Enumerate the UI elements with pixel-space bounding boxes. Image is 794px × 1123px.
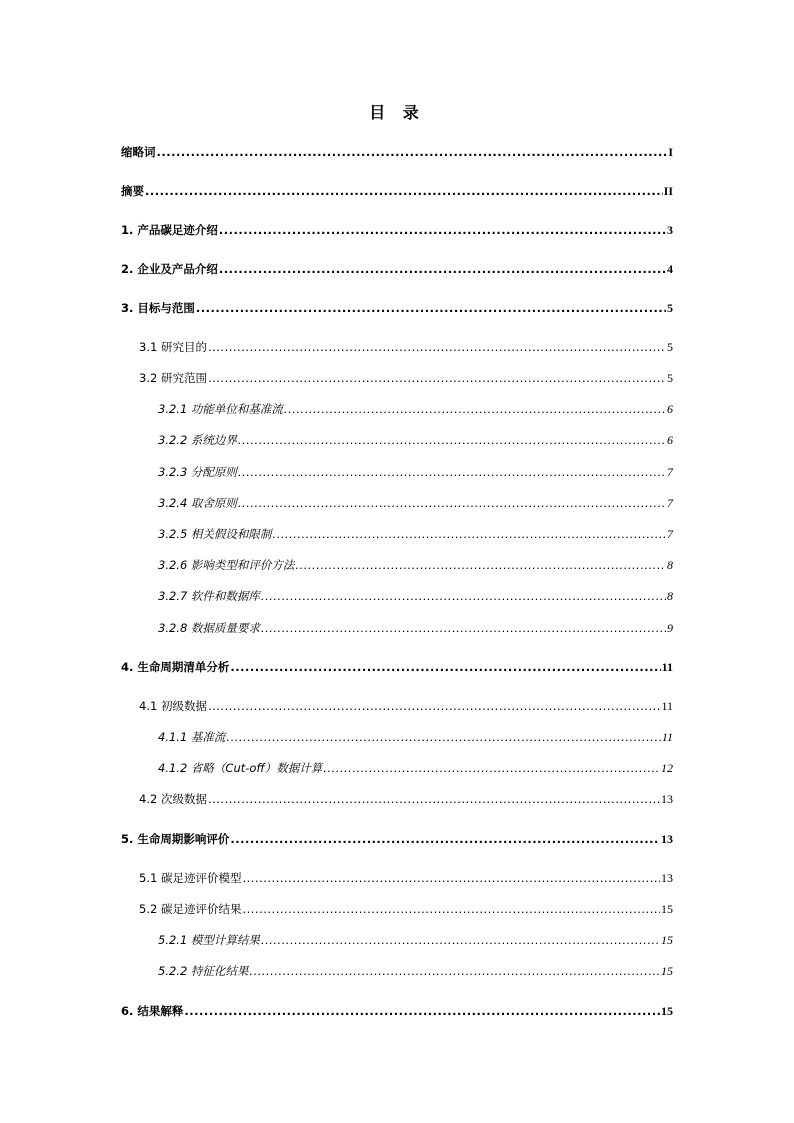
toc-leader-dots (323, 760, 660, 776)
toc-entry-2[interactable] (121, 261, 673, 277)
toc-leader-dots (261, 620, 666, 636)
toc-page-number: 15 (661, 902, 673, 916)
toc-entry-3-2-1[interactable] (158, 401, 673, 417)
toc-leader-dots (295, 557, 666, 573)
toc-entry-label: 3.2.7 软件和数据库 (158, 589, 260, 603)
toc-entry-label: 5.1 碳足迹评价模型 (139, 871, 242, 885)
toc-page-number: 7 (667, 465, 673, 479)
toc-entry-abbreviations[interactable] (121, 144, 673, 160)
toc-page-number: 13 (661, 832, 673, 846)
toc-page-number: II (663, 184, 673, 198)
toc-entry-label: 摘要 (121, 184, 144, 198)
toc-entry-5-1[interactable] (139, 870, 673, 886)
toc-entry-5[interactable] (121, 831, 673, 847)
toc-leader-dots (249, 963, 660, 979)
toc-leader-dots (208, 698, 660, 714)
toc-entry-3[interactable] (121, 300, 673, 316)
toc-entry-label: 5. 生命周期影响评价 (121, 832, 230, 846)
toc-leader-dots (261, 588, 666, 604)
toc-entry-3-2-8[interactable] (158, 620, 673, 636)
toc-page-number: 11 (661, 699, 673, 713)
toc-page-number: 9 (667, 621, 673, 635)
toc-entry-label: 1. 产品碳足迹介绍 (121, 223, 218, 237)
toc-entry-label: 4.1 初级数据 (139, 699, 207, 713)
toc-entry-3-2-7[interactable] (158, 588, 673, 604)
toc-leader-dots (242, 901, 660, 917)
toc-entry-label: 3.2.5 相关假设和限制 (158, 527, 272, 541)
toc-leader-dots (238, 432, 666, 448)
toc-leader-dots (242, 870, 660, 886)
toc-leader-dots (219, 261, 666, 277)
toc-entry-label: 5.2.1 模型计算结果 (158, 933, 260, 947)
toc-entry-3-2-6[interactable] (158, 557, 673, 573)
toc-entry-label: 6. 结果解释 (121, 1004, 184, 1018)
toc-leader-dots (157, 144, 668, 160)
toc-entry-4[interactable] (121, 659, 673, 675)
toc-leader-dots (196, 300, 666, 316)
toc-entry-label: 4. 生命周期清单分析 (121, 660, 230, 674)
toc-entry-3-2-4[interactable] (158, 495, 673, 511)
toc-entry-4-1-2[interactable] (158, 760, 673, 776)
toc-entry-label: 4.2 次级数据 (139, 792, 207, 806)
toc-entry-abstract[interactable] (121, 183, 673, 199)
toc-entry-4-1[interactable] (139, 698, 673, 714)
toc-page-number: 5 (667, 301, 673, 315)
toc-entry-label: 3.2.4 取舍原则 (158, 496, 237, 510)
toc-page-number: 15 (661, 1004, 673, 1018)
toc-leader-dots (284, 401, 666, 417)
toc-entry-4-2[interactable] (139, 791, 673, 807)
toc-entry-1[interactable] (121, 222, 673, 238)
toc-page-number: 15 (661, 933, 673, 947)
toc-entry-label: 缩略词 (121, 145, 156, 159)
toc-page-number: I (668, 145, 673, 159)
toc-page-number: 5 (667, 371, 673, 385)
toc-entry-5-2-2[interactable] (158, 963, 673, 979)
toc-entry-3-2[interactable] (139, 370, 673, 386)
toc-entry-3-1[interactable] (139, 339, 673, 355)
toc-page-number: 8 (667, 589, 673, 603)
toc-leader-dots (230, 659, 660, 675)
toc-entry-3-2-2[interactable] (158, 432, 673, 448)
toc-entry-4-1-1[interactable] (158, 729, 673, 745)
toc-entry-label: 3.2.6 影响类型和评价方法 (158, 558, 295, 572)
toc-page-number: 4 (667, 262, 673, 276)
toc-leader-dots (208, 339, 666, 355)
toc-entry-label: 3.2.1 功能单位和基准流 (158, 402, 283, 416)
toc-leader-dots (238, 464, 666, 480)
toc-leader-dots (261, 932, 660, 948)
toc-entry-label: 3. 目标与范围 (121, 301, 195, 315)
toc-page-number: 11 (661, 730, 673, 744)
toc-entry-5-2[interactable] (139, 901, 673, 917)
toc-leader-dots (230, 831, 660, 847)
toc-leader-dots (184, 1003, 660, 1019)
toc-page-number: 6 (667, 433, 673, 447)
toc-title: 目 录 (369, 103, 425, 122)
toc-page-number: 13 (661, 792, 673, 806)
toc-entry-label: 3.2 研究范围 (139, 371, 207, 385)
toc-page-number: 11 (661, 660, 673, 674)
toc-leader-dots (145, 183, 663, 199)
toc-page-number: 7 (667, 496, 673, 510)
toc-page-number: 7 (667, 527, 673, 541)
toc-entry-label: 3.2.2 系统边界 (158, 433, 237, 447)
toc-page-number: 15 (661, 964, 673, 978)
toc-page-number: 13 (661, 871, 673, 885)
toc-leader-dots (226, 729, 660, 745)
toc-entry-label: 5.2.2 特征化结果 (158, 964, 249, 978)
toc-entry-5-2-1[interactable] (158, 932, 673, 948)
toc-entry-label: 3.2.3 分配原则 (158, 465, 237, 479)
toc-entry-label: 5.2 碳足迹评价结果 (139, 902, 242, 916)
toc-leader-dots (208, 370, 666, 386)
toc-entry-label: 3.2.8 数据质量要求 (158, 621, 260, 635)
toc-page-number: 5 (667, 340, 673, 354)
toc-entry-label: 3.1 研究目的 (139, 340, 207, 354)
toc-leader-dots (219, 222, 666, 238)
toc-page-number: 8 (667, 558, 673, 572)
toc-entry-label: 4.1.2 省略（Cut-off）数据计算 (158, 761, 323, 775)
toc-entry-6[interactable] (121, 1003, 673, 1019)
toc-page-number: 6 (667, 402, 673, 416)
toc-entry-label: 2. 企业及产品介绍 (121, 262, 218, 276)
toc-entry-3-2-5[interactable] (158, 526, 673, 542)
toc-leader-dots (208, 791, 660, 807)
toc-entry-label: 4.1.1 基准流 (158, 730, 226, 744)
toc-leader-dots (272, 526, 666, 542)
toc-leader-dots (238, 495, 666, 511)
toc-entry-3-2-3[interactable] (158, 464, 673, 480)
toc-page-number: 12 (661, 761, 673, 775)
toc-page-number: 3 (667, 223, 673, 237)
